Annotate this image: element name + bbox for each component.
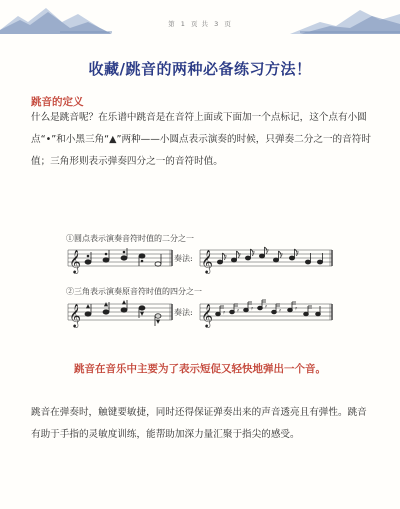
page-mid: 页 共 [190,20,210,28]
mountain-decoration [0,0,400,60]
svg-text:𝄞: 𝄞 [201,249,213,273]
page-title: 收藏/跳音的两种必备练习方法！ [88,60,312,78]
example2-caption: ②三角表示演奏原音符时值的四分之一 [66,287,202,296]
svg-text:𝄿: 𝄿 [265,303,267,310]
svg-text:𝄿: 𝄿 [237,307,239,314]
page-number: 1 [180,20,186,28]
svg-text:𝄾: 𝄾 [297,249,299,257]
page-prefix: 第 [168,20,176,28]
svg-text:𝄾: 𝄾 [225,253,227,261]
example1-caption: ①圆点表示演奏音符时值的二分之一 [66,234,194,243]
performance-label-2: 奏法: [174,308,193,317]
svg-text:𝄞: 𝄞 [69,249,81,273]
page-suffix: 页 [224,20,232,28]
svg-text:𝄾: 𝄾 [253,249,255,257]
svg-text:𝄿: 𝄿 [279,307,281,314]
svg-text:𝄾: 𝄾 [239,251,241,259]
page-total: 3 [214,20,220,28]
svg-text:𝄿: 𝄿 [251,305,253,312]
staccato-notation-figure [60,226,340,336]
definition-paragraph: 什么是跳音呢？在乐谱中跳音是在音符上面或下面加一个点标记，这个点有小圆点“•”和小黑三角“▲”两种——小圆点表示演奏的时候，只弹奏二分之一的音符时值；三角形则表示弹奏四分之一的音符时值。 [31,112,371,167]
svg-text:𝄾: 𝄾 [267,247,269,255]
purpose-paragraph: 跳音在弹奏时，触键要敏捷，同时还得保证弹奏出来的声音透亮且有弹性。跳音有助于手指的灵敏度训练，能帮助加深力量汇聚于指尖的感受。 [31,407,367,440]
section-heading-definition: 跳音的定义 [31,96,84,108]
svg-text:𝄿: 𝄿 [223,309,225,316]
svg-text:𝄾: 𝄾 [281,251,283,259]
page-indicator [0,19,400,28]
svg-text:𝄞: 𝄞 [201,303,213,327]
performance-label-1: 奏法: [174,254,193,263]
svg-text:𝄿: 𝄿 [295,305,297,312]
section-heading-purpose: 跳音在音乐中主要为了表示短促又轻快地弹出一个音。 [74,363,326,375]
svg-text:𝄞: 𝄞 [69,303,81,327]
